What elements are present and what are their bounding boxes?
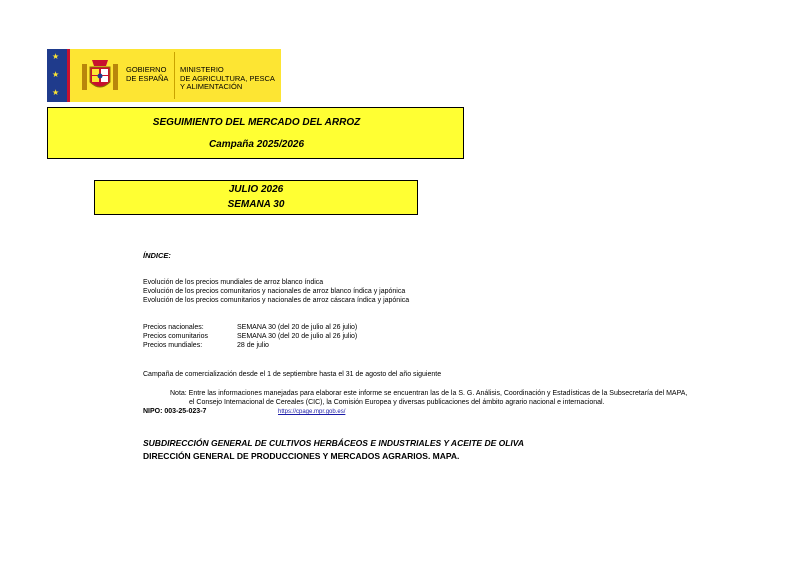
note-line-2: el Consejo Internacional de Cereales (CIC), la Comisión Europea y diversas publicaciones del ámbito agrario nacional e internacional. xyxy=(189,399,605,406)
website-link[interactable]: https://cpage.mpr.gob.es/ xyxy=(278,409,346,415)
price-label: Precios comunitarios xyxy=(143,333,208,340)
nipo-code: NIPO: 003-25-023-7 xyxy=(143,408,207,415)
direction-name: DIRECCIÓN GENERAL DE PRODUCCIONES Y MERCADOS AGRARIOS. MAPA. xyxy=(143,451,460,461)
price-row xyxy=(143,332,443,341)
logo-divider xyxy=(174,52,175,99)
index-item: Evolución de los precios comunitarios y nacionales de arroz blanco índica y japónica xyxy=(143,288,406,295)
eu-flag-strip xyxy=(47,49,67,102)
index-list xyxy=(143,278,409,305)
index-item: Evolución de los precios mundiales de arroz blanco índica xyxy=(143,279,324,286)
logo-ministerio-text: MINISTERIO DE AGRICULTURA, PESCA Y ALIMENTACIÓN xyxy=(180,65,275,91)
period-box xyxy=(94,180,418,215)
report-title: SEGUIMIENTO DEL MERCADO DEL ARROZ xyxy=(152,117,361,128)
campaign-text: Campaña de comercialización desde el 1 de septiembre hasta el 31 de agosto del año siguiente xyxy=(143,371,442,378)
index-heading: ÍNDICE: xyxy=(143,251,171,260)
coat-of-arms-icon xyxy=(80,56,120,96)
price-value: 28 de julio xyxy=(237,342,269,349)
price-value: SEMANA 30 (del 20 de julio al 26 julio) xyxy=(237,333,358,340)
price-label: Precios nacionales: xyxy=(143,324,204,331)
star-icon: ★ xyxy=(52,70,60,79)
star-icon: ★ xyxy=(52,88,60,97)
price-label: Precios mundiales: xyxy=(143,342,203,349)
price-periods xyxy=(143,323,443,350)
star-icon: ★ xyxy=(52,52,60,61)
price-row xyxy=(143,341,443,350)
campaign-title: Campaña 2025/2026 xyxy=(208,139,305,150)
period-month: JULIO 2026 xyxy=(228,184,284,195)
index-item: Evolución de los precios comunitarios y nacionales de arroz cáscara índica y japónica xyxy=(143,297,410,304)
price-value: SEMANA 30 (del 20 de julio al 26 julio) xyxy=(237,324,358,331)
flag-red-stripe xyxy=(67,49,70,102)
subdirection-name: SUBDIRECCIÓN GENERAL DE CULTIVOS HERBÁCEOS E INDUSTRIALES Y ACEITE DE OLIVA xyxy=(143,438,524,448)
period-week: SEMANA 30 xyxy=(227,199,285,210)
logo-gobierno-text: GOBIERNO DE ESPAÑA xyxy=(126,65,169,83)
title-box xyxy=(47,107,464,159)
note-line-1: Nota: Entre las informaciones manejadas para elaborar este informe se encuentran las de la S. G. Análisis, Coordinación y Estadísticas de la Subsecretaría del MAPA, xyxy=(170,390,688,397)
price-row xyxy=(143,323,443,332)
